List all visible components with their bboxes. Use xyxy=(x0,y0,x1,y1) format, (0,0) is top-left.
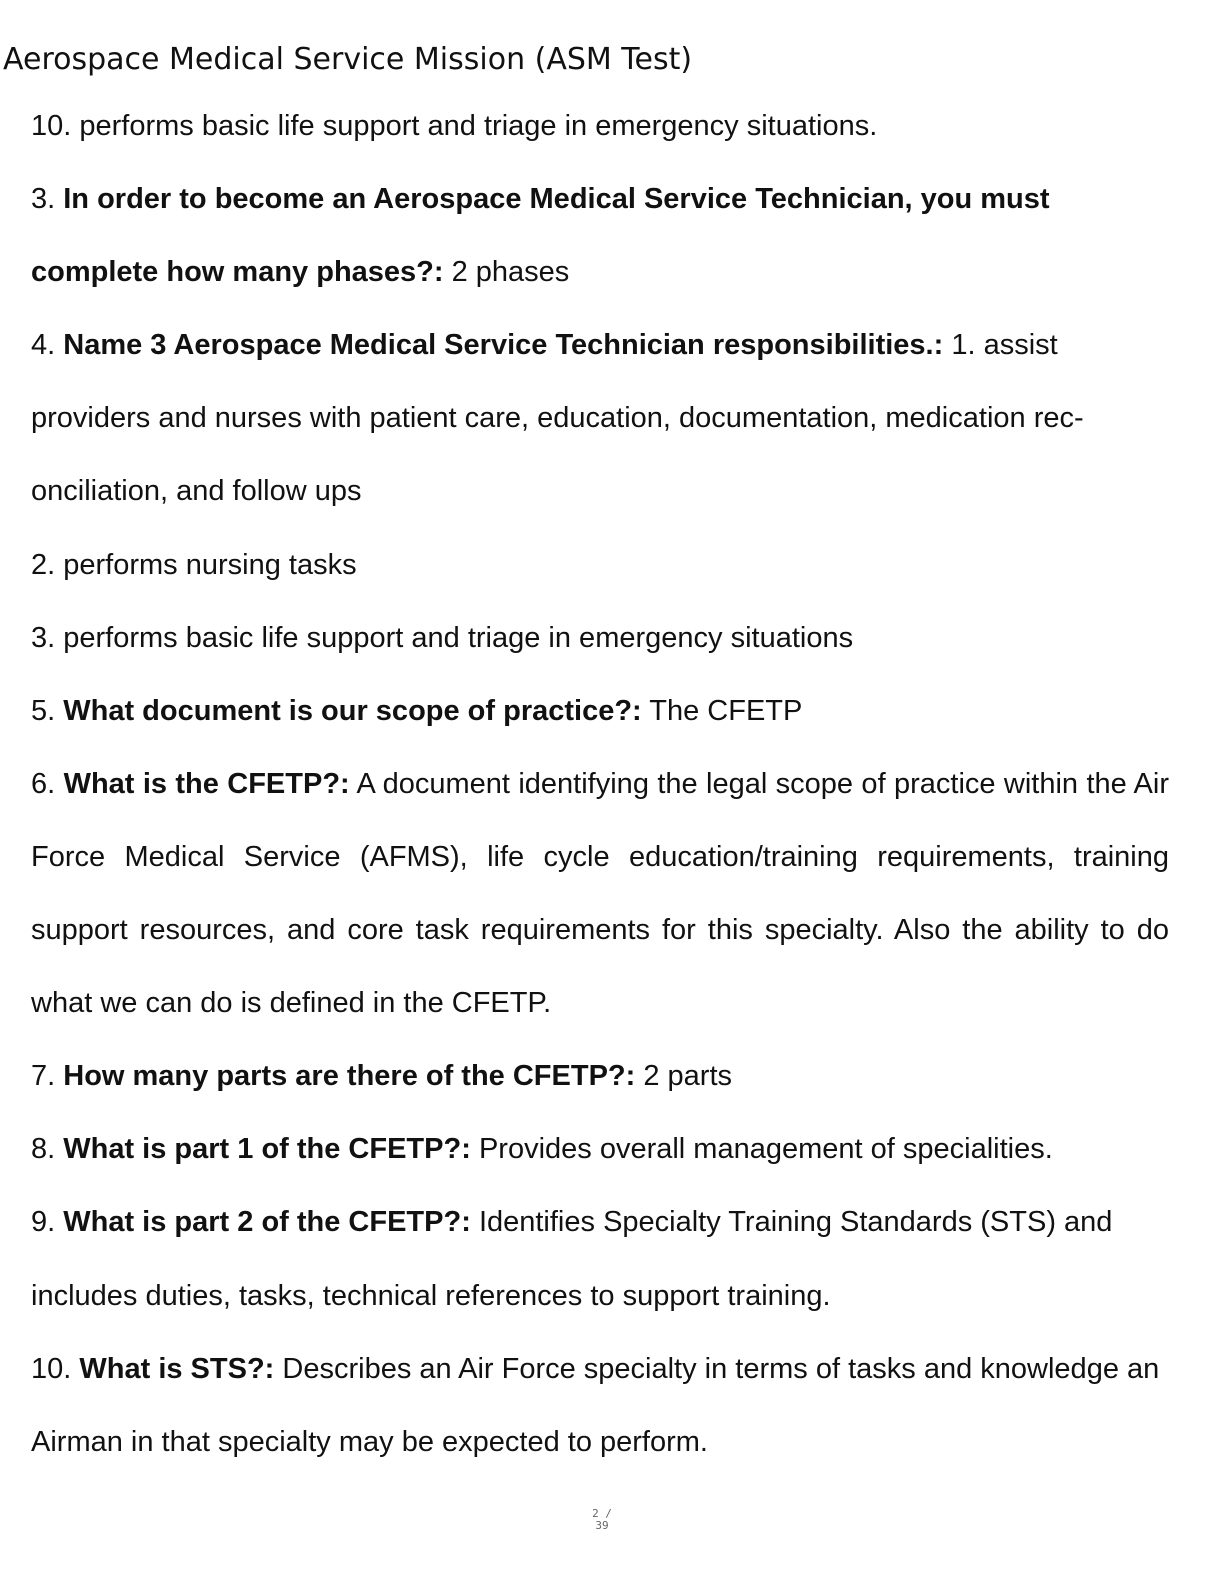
item-number: 5. xyxy=(31,694,56,727)
item-number: 7. xyxy=(31,1060,56,1093)
list-item xyxy=(31,602,1169,675)
item-number: 10. xyxy=(31,110,72,142)
list-item xyxy=(31,1186,1169,1332)
item-number: 6. xyxy=(31,767,56,800)
item-question: How many parts are there of the CFETP?: xyxy=(63,1060,636,1093)
item-question: What is the CFETP?: xyxy=(63,767,350,800)
item-answer: The CFETP xyxy=(649,694,803,727)
item-answer: Describes an Air Force specialty in terms of tasks and knowledge an Airman in that specialty may be expected to perform. xyxy=(31,1352,1160,1458)
item-answer: performs basic life support and triage in emergency situations. xyxy=(79,110,878,142)
item-question: What is part 1 of the CFETP?: xyxy=(63,1133,471,1166)
list-item xyxy=(31,1040,1169,1113)
list-item xyxy=(31,529,1169,602)
item-answer: 2 parts xyxy=(643,1060,733,1093)
item-answer: performs nursing tasks xyxy=(63,548,357,581)
item-question: In order to become an Aerospace Medical Service Technician, you must complete how many phases?: xyxy=(31,183,1050,289)
list-item xyxy=(31,163,1169,309)
page-total: 39 xyxy=(595,1519,609,1532)
item-answer: performs basic life support and triage in emergency situations xyxy=(63,621,854,654)
item-question: Name 3 Aerospace Medical Service Technician responsibilities.: xyxy=(63,329,944,362)
item-number: 2. xyxy=(31,548,56,581)
item-question: What is part 2 of the CFETP?: xyxy=(63,1206,471,1239)
list-item xyxy=(31,90,1169,163)
item-question: What is STS?: xyxy=(79,1352,275,1385)
document-title: Aerospace Medical Service Mission (ASM Test) xyxy=(3,42,693,77)
item-answer: Provides overall management of specialities. xyxy=(478,1133,1053,1166)
item-answer: Identifies Specialty Training Standards (STS) and includes duties, tasks, technical references to support training. xyxy=(31,1206,1113,1312)
item-answer: 2 phases xyxy=(451,256,570,289)
item-question: What document is our scope of practice?: xyxy=(63,694,642,727)
list-item xyxy=(31,1113,1169,1186)
item-number: 10. xyxy=(31,1352,72,1385)
page-footer xyxy=(560,1507,644,1532)
item-answer: 1. assist providers and nurses with patient care, education, documentation, medication rec- onciliation, and follow ups xyxy=(31,329,1084,508)
item-number: 9. xyxy=(31,1206,56,1239)
document-body xyxy=(31,90,1169,1479)
item-number: 8. xyxy=(31,1133,56,1166)
list-item xyxy=(31,309,1169,528)
page-number: 2 / xyxy=(592,1507,612,1520)
list-item xyxy=(31,675,1169,748)
item-number: 3. xyxy=(31,183,56,216)
item-number: 4. xyxy=(31,329,56,362)
item-number: 3. xyxy=(31,621,56,654)
list-item xyxy=(31,1333,1169,1479)
item-answer: A document identifying the legal scope of practice within the Air Force Medical Service (AFMS), life cycle education/training requirements, training support resources, and core task requirements for this specialty. Also the ability to do what we can do is defined in the CFETP. xyxy=(31,767,1169,1020)
list-item xyxy=(31,748,1169,1040)
